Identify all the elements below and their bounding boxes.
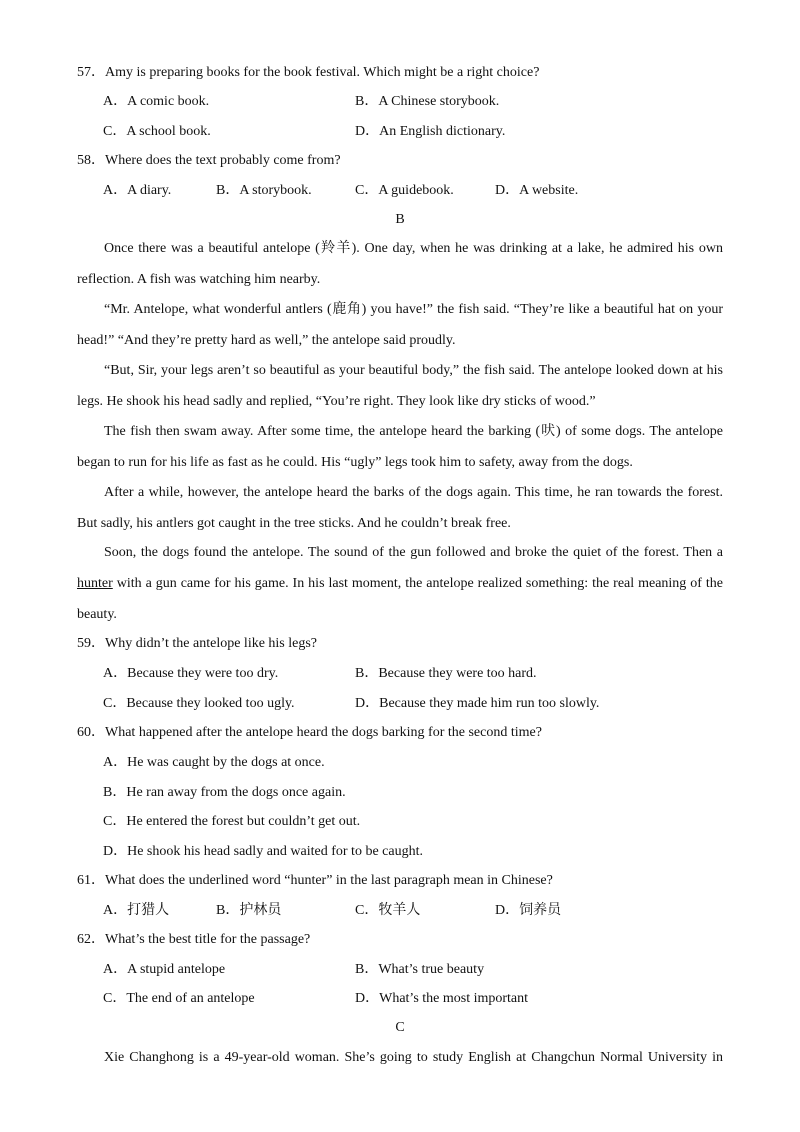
q62-option-d: D．What’s the most important [355,991,529,1006]
q62-stem: 62．What’s the best title for the passage? [77,932,311,947]
q62-option-b: B．What’s true beauty [355,962,485,977]
passage-b-p3-line1: “But, Sir, your legs aren’t so beautiful as your beautiful body,” the fish said. The antelope looked down at his [104,363,723,378]
passage-b-p5-line1: After a while, however, the antelope heard the barks of the dogs again. This time, he ran towards the forest. [104,485,723,500]
q60-option-c: C．He entered the forest but couldn’t get out. [103,814,361,829]
q62-option-a: A．A stupid antelope [103,962,226,977]
section-c-heading: C [395,1020,405,1035]
q58-option-c: C．A guidebook. [355,183,454,198]
q58-option-d: D．A website. [495,183,579,198]
passage-b-p6-line1: Soon, the dogs found the antelope. The sound of the gun followed and broke the quiet of the forest. Then a [104,545,723,560]
q60-option-a: A．He was caught by the dogs at once. [103,755,325,770]
q61-option-b: B．护林员 [216,903,282,918]
passage-b-p3-line2: legs. He shook his head sadly and replied, “You’re right. They look like dry sticks of wood.” [77,394,596,409]
q57-option-b: B．A Chinese storybook. [355,94,500,109]
passage-b-p2-line1: “Mr. Antelope, what wonderful antlers (鹿角) you have!” the fish said. “They’re like a beautiful hat on your [104,302,723,317]
q59-stem: 59．Why didn’t the antelope like his legs? [77,636,318,651]
q58-stem: 58．Where does the text probably come from? [77,153,341,168]
passage-c-p1-line1: Xie Changhong is a 49-year-old woman. She’s going to study English at Changchun Normal University in [104,1050,723,1065]
passage-b-p1-line1: Once there was a beautiful antelope (羚羊). One day, when he was drinking at a lake, he admired his own [104,241,723,256]
passage-b-p1-line2: reflection. A fish was watching him nearby. [77,272,321,287]
q59-option-b: B．Because they were too hard. [355,666,537,681]
passage-b-p4-line2: began to run for his life as fast as he could. His “ugly” legs took him to safety, away from the dogs. [77,455,633,470]
q57-option-d: D．An English dictionary. [355,124,506,139]
q61-option-d: D．饲养员 [495,903,562,918]
passage-b-p6-line2 [77,577,723,591]
q59-option-a: A．Because they were too dry. [103,666,279,681]
passage-b-p6-line3: beauty. [77,607,117,622]
passage-b-p4-line1: The fish then swam away. After some time, the antelope heard the barking (吠) of some dogs. The antelope [104,424,723,439]
q58-option-a: A．A diary. [103,183,172,198]
q62-option-c: C．The end of an antelope [103,991,255,1006]
q61-option-a: A．打猎人 [103,903,170,918]
q61-option-c: C．牧羊人 [355,903,421,918]
section-b-heading: B [395,212,405,227]
q60-option-d: D．He shook his head sadly and waited for to be caught. [103,844,423,859]
q60-stem: 60．What happened after the antelope heard the dogs barking for the second time? [77,725,542,740]
q57-option-a: A．A comic book. [103,94,210,109]
passage-b-p2-line2: head!” “And they’re pretty hard as well,” the antelope said proudly. [77,333,456,348]
q61-stem: 61．What does the underlined word “hunter” in the last paragraph mean in Chinese? [77,873,553,888]
q59-option-d: D．Because they made him run too slowly. [355,696,600,711]
passage-b-p5-line2: But sadly, his antlers got caught in the tree sticks. And he couldn’t break free. [77,516,511,531]
q57-option-c: C．A school book. [103,124,211,139]
q60-option-b: B．He ran away from the dogs once again. [103,785,346,800]
q58-option-b: B．A storybook. [216,183,312,198]
underlined-word-hunter: hunter [77,576,113,591]
q57-stem: 57．Amy is preparing books for the book festival. Which might be a right choice? [77,65,540,80]
q59-option-c: C．Because they looked too ugly. [103,696,295,711]
passage-b-p6-line2-rest: with a gun came for his game. In his last moment, the antelope realized something: the real meaning of the [112,576,723,591]
